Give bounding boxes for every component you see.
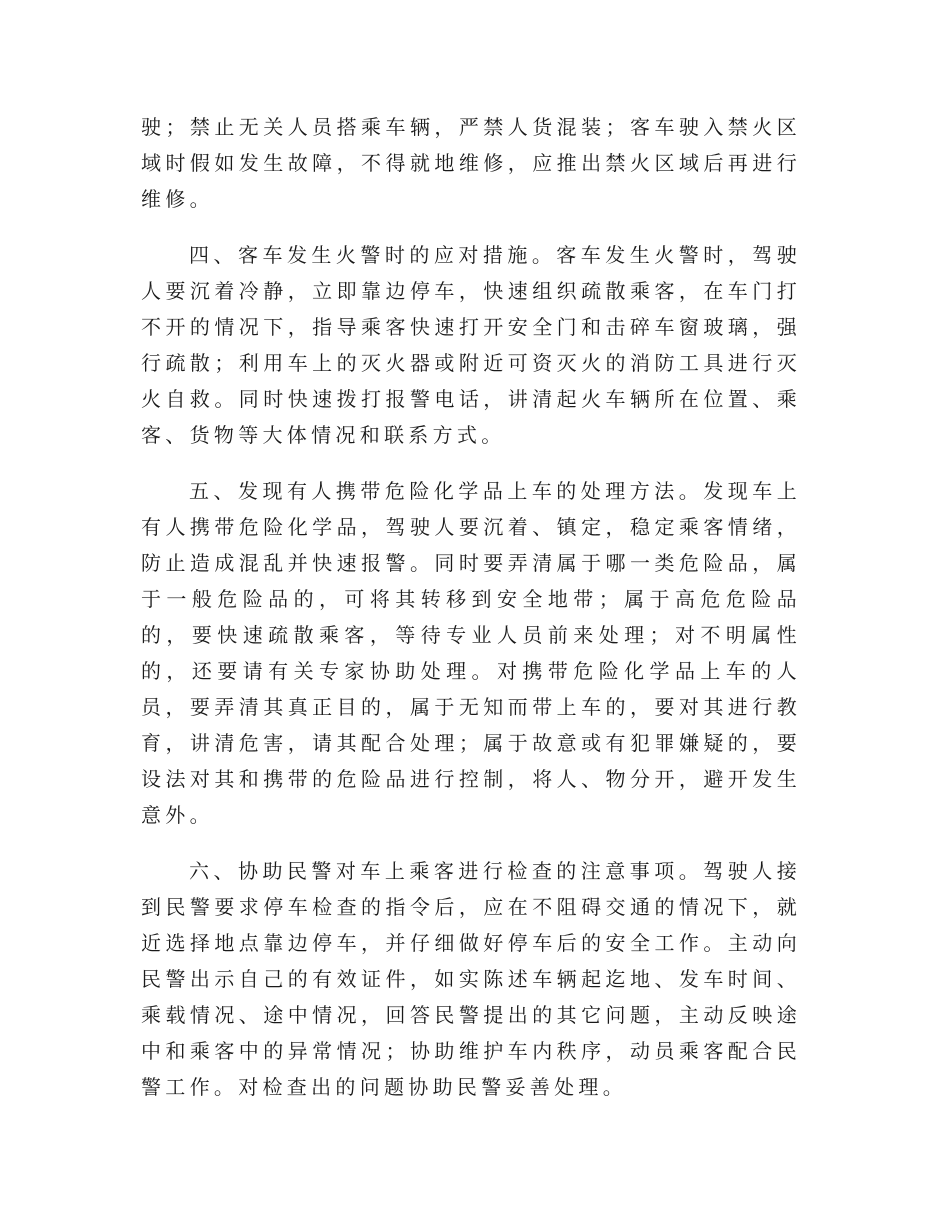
paragraph-police-inspection: 六、协助民警对车上乘客进行检查的注意事项。驾驶人接到民警要求停车检查的指令后，应在不阻碍交通的情况下，就近选择地点靠边停车，并仔细做好停车后的安全工作。主动向民警出示自己的有效证件，如实陈述车辆起迄地、发车时间、乘载情况、途中情况，回答民警提出的其它问题，主动反映途中和乘客中的异常情况；协助维护车内秩序，动员乘客配合民警工作。对检查出的问题协助民警妥善处理。 <box>141 859 801 1099</box>
paragraph-continuation: 驶；禁止无关人员搭乘车辆，严禁人货混装；客车驶入禁火区域时假如发生故障，不得就地维修，应推出禁火区域后再进行维修。 <box>141 115 801 211</box>
paragraph-hazardous-chemicals: 五、发现有人携带危险化学品上车的处理方法。发现车上有人携带危险化学品，驾驶人要沉着、镇定，稳定乘客情绪，防止造成混乱并快速报警。同时要弄清属于哪一类危险品，属于一般危险品的，可将其转移到安全地带；属于高危危险品的，要快速疏散乘客，等待专业人员前来处理；对不明属性的，还要请有关专家协助处理。对携带危险化学品上车的人员，要弄清其真正目的，属于无知而带上车的，要对其进行教育，讲清危害，请其配合处理；属于故意或有犯罪嫌疑的，要设法对其和携带的危险品进行控制，将人、物分开，避开发生意外。 <box>141 479 801 827</box>
document-body <box>141 109 801 1125</box>
paragraph-fire-alarm: 四、客车发生火警时的应对措施。客车发生火警时，驾驶人要沉着冷静，立即靠边停车，快速组织疏散乘客，在车门打不开的情况下，指导乘客快速打开安全门和击碎车窗玻璃，强行疏散；利用车上的灭火器或附近可资灭火的消防工具进行灭火自救。同时快速拨打报警电话，讲清起火车辆所在位置、乘客、货物等大体情况和联系方式。 <box>141 243 801 447</box>
